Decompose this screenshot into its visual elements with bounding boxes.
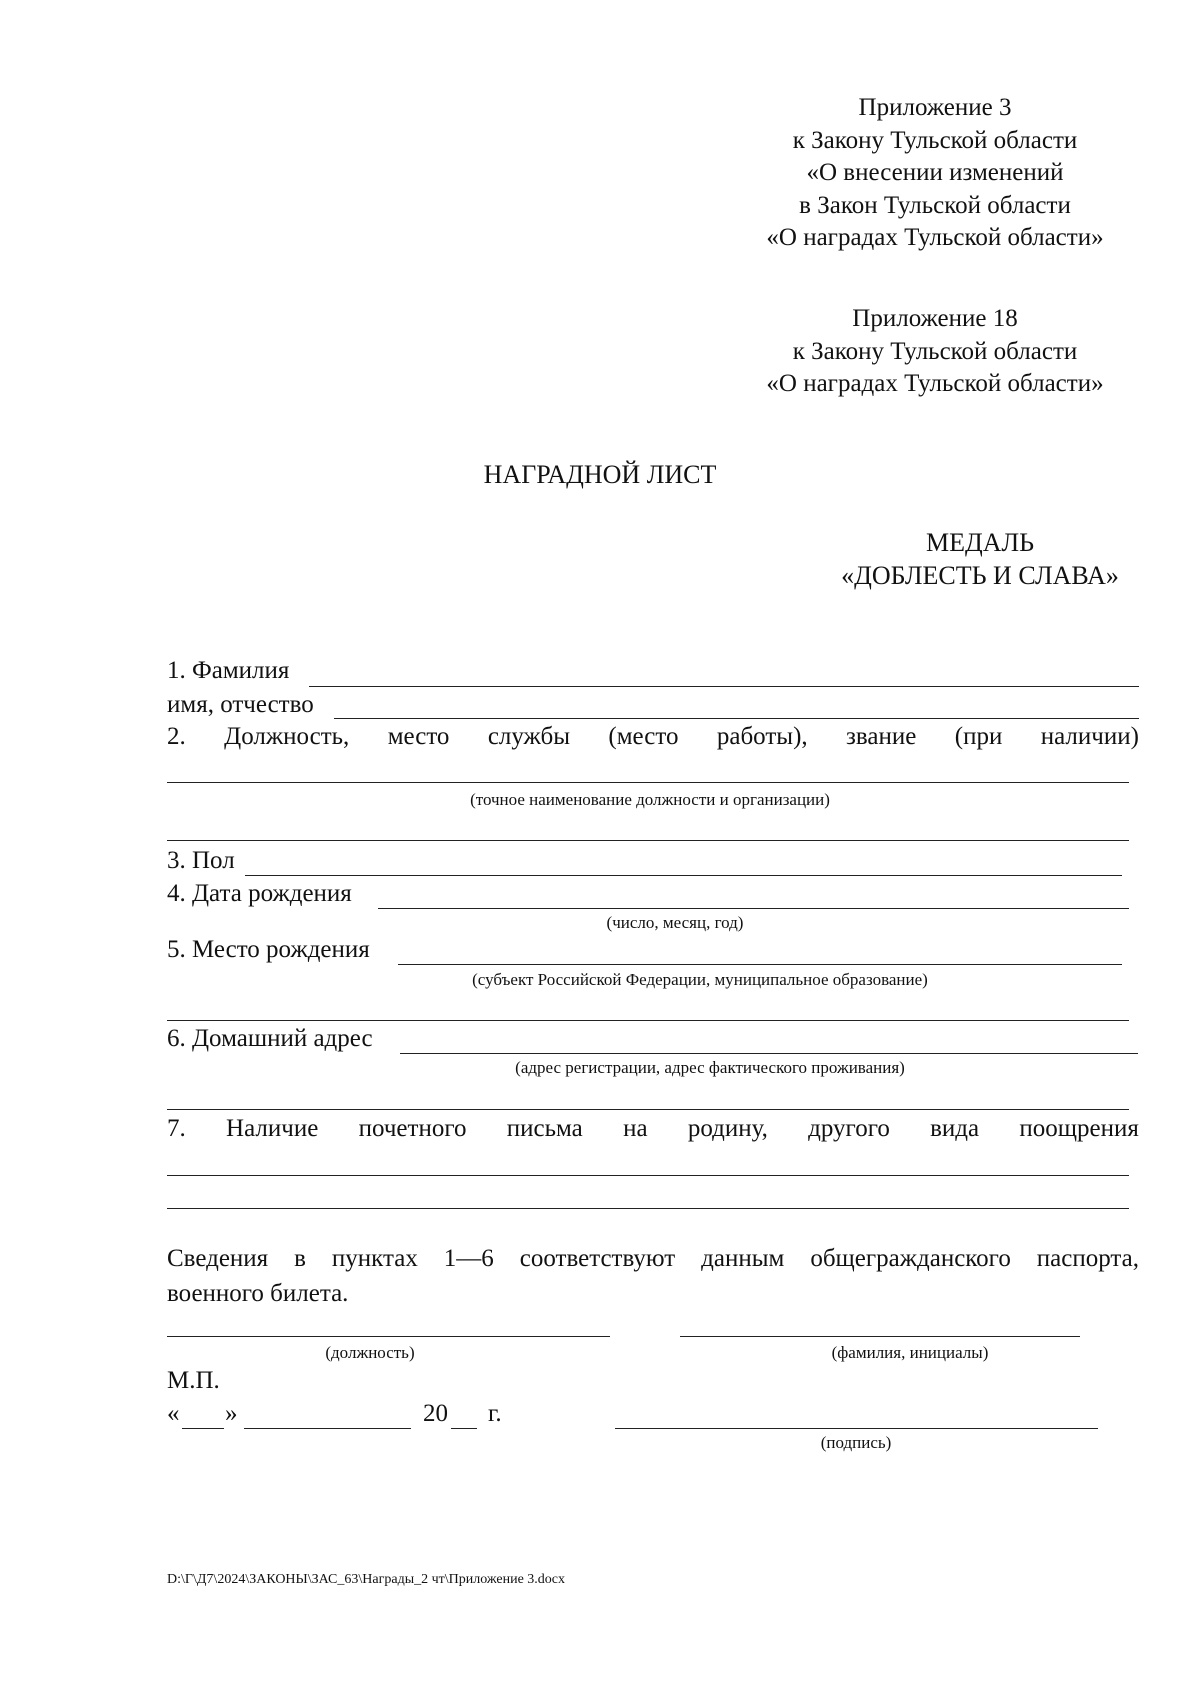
position-word: звание (846, 723, 917, 750)
birthplace-input-line-1[interactable] (398, 964, 1122, 965)
footer-file-path: D:\Г\Д7\2024\ЗАКОНЫ\ЗАС_63\Награды_2 чт\Приложение 3.docx (167, 1572, 566, 1587)
annex-2-line-2: к Закону Тульской области (792, 337, 1078, 365)
letter-input-line-1[interactable] (167, 1175, 1129, 1176)
statement-line-1 (167, 1245, 1139, 1273)
date-quote-close: » (225, 1400, 238, 1427)
letter-word: почетного (358, 1115, 467, 1142)
surname-label: 1. Фамилия (167, 657, 290, 684)
statement-word: данным (701, 1245, 785, 1272)
position-word: службы (487, 723, 571, 750)
position-word: (при (954, 723, 1003, 750)
annex-2-line-1: Приложение 18 (852, 305, 1018, 332)
annex-1-line-2: к Закону Тульской области (792, 126, 1078, 154)
letter-input-line-2[interactable] (167, 1208, 1129, 1209)
birthdate-input-line[interactable] (378, 908, 1129, 909)
letter-word: поощрения (1019, 1115, 1139, 1142)
statement-word: 1—6 (443, 1245, 494, 1272)
birthdate-label: 4. Дата рождения (167, 880, 352, 907)
position-word: наличии) (1040, 723, 1139, 750)
statement-word: Сведения (167, 1245, 269, 1272)
statement-word: в (294, 1245, 306, 1272)
address-caption: (адрес регистрации, адрес фактического проживания) (515, 1058, 905, 1077)
statement-word: соответствуют (519, 1245, 676, 1272)
date-year-suffix: г. (488, 1400, 502, 1427)
official-name-input-line[interactable] (680, 1336, 1080, 1337)
official-position-input-line[interactable] (167, 1336, 610, 1337)
birthplace-label: 5. Место рождения (167, 936, 370, 963)
annex-1-line-3: «О внесении изменений (806, 159, 1064, 186)
letter-word: другого (808, 1115, 890, 1142)
letter-word: на (623, 1115, 648, 1142)
letter-word: родину, (687, 1115, 768, 1142)
document-title: НАГРАДНОЙ ЛИСТ (483, 460, 717, 489)
official-position-caption: (должность) (325, 1343, 415, 1362)
surname-input-line[interactable] (309, 686, 1139, 687)
position-word: место (387, 723, 450, 750)
name-patronymic-input-line[interactable] (334, 718, 1139, 719)
annex-header-2 (645, 303, 1200, 401)
date-year-input-line[interactable] (451, 1428, 477, 1429)
position-word: Должность, (224, 723, 350, 750)
sex-input-line[interactable] (245, 875, 1122, 876)
medal-name-line-2: «ДОБЛЕСТЬ И СЛАВА» (841, 561, 1119, 590)
birthplace-caption: (субъект Российской Федерации, муниципальное образование) (472, 970, 928, 989)
name-patronymic-label: имя, отчество (167, 691, 314, 718)
position-word: 2. (167, 723, 186, 750)
official-name-caption: (фамилия, инициалы) (831, 1343, 989, 1362)
position-word: (место (608, 723, 679, 750)
stamp-place-label: М.П. (167, 1367, 220, 1394)
address-input-line-2[interactable] (167, 1109, 1129, 1110)
letter-word: 7. (167, 1115, 186, 1142)
address-input-line-1[interactable] (400, 1053, 1138, 1054)
signature-input-line[interactable] (615, 1428, 1098, 1429)
medal-name-line-1: МЕДАЛЬ (925, 528, 1035, 557)
position-label (167, 723, 1139, 751)
statement-line-2: военного билета. (167, 1280, 349, 1307)
birthdate-caption: (число, месяц, год) (606, 913, 744, 932)
letter-word: письма (506, 1115, 583, 1142)
letter-word: Наличие (226, 1115, 319, 1142)
date-quote-open: « (167, 1400, 180, 1427)
annex-1-line-5: «О наградах Тульской области» (766, 224, 1104, 251)
date-year-prefix: 20 (423, 1400, 448, 1427)
birthplace-input-line-2[interactable] (167, 1020, 1129, 1021)
letter-word: вида (930, 1115, 980, 1142)
sex-label: 3. Пол (167, 847, 235, 874)
statement-word: пунктах (331, 1245, 418, 1272)
annex-2-line-3: «О наградах Тульской области» (766, 370, 1104, 397)
position-word: работы), (716, 723, 808, 750)
annex-1-line-1: Приложение 3 (858, 94, 1012, 121)
position-input-line-1[interactable] (167, 782, 1129, 783)
letter-label (167, 1115, 1139, 1143)
date-month-input-line[interactable] (244, 1428, 411, 1429)
statement-word: паспорта, (1036, 1245, 1139, 1272)
annex-1-line-4: в Закон Тульской области (799, 191, 1071, 219)
position-input-line-2[interactable] (167, 840, 1129, 841)
signature-caption: (подпись) (820, 1433, 892, 1452)
address-label: 6. Домашний адрес (167, 1025, 373, 1052)
annex-header-1 (645, 92, 1200, 255)
date-day-input-line[interactable] (182, 1428, 224, 1429)
position-caption: (точное наименование должности и организации) (470, 790, 830, 809)
statement-word: общегражданского (810, 1245, 1011, 1272)
